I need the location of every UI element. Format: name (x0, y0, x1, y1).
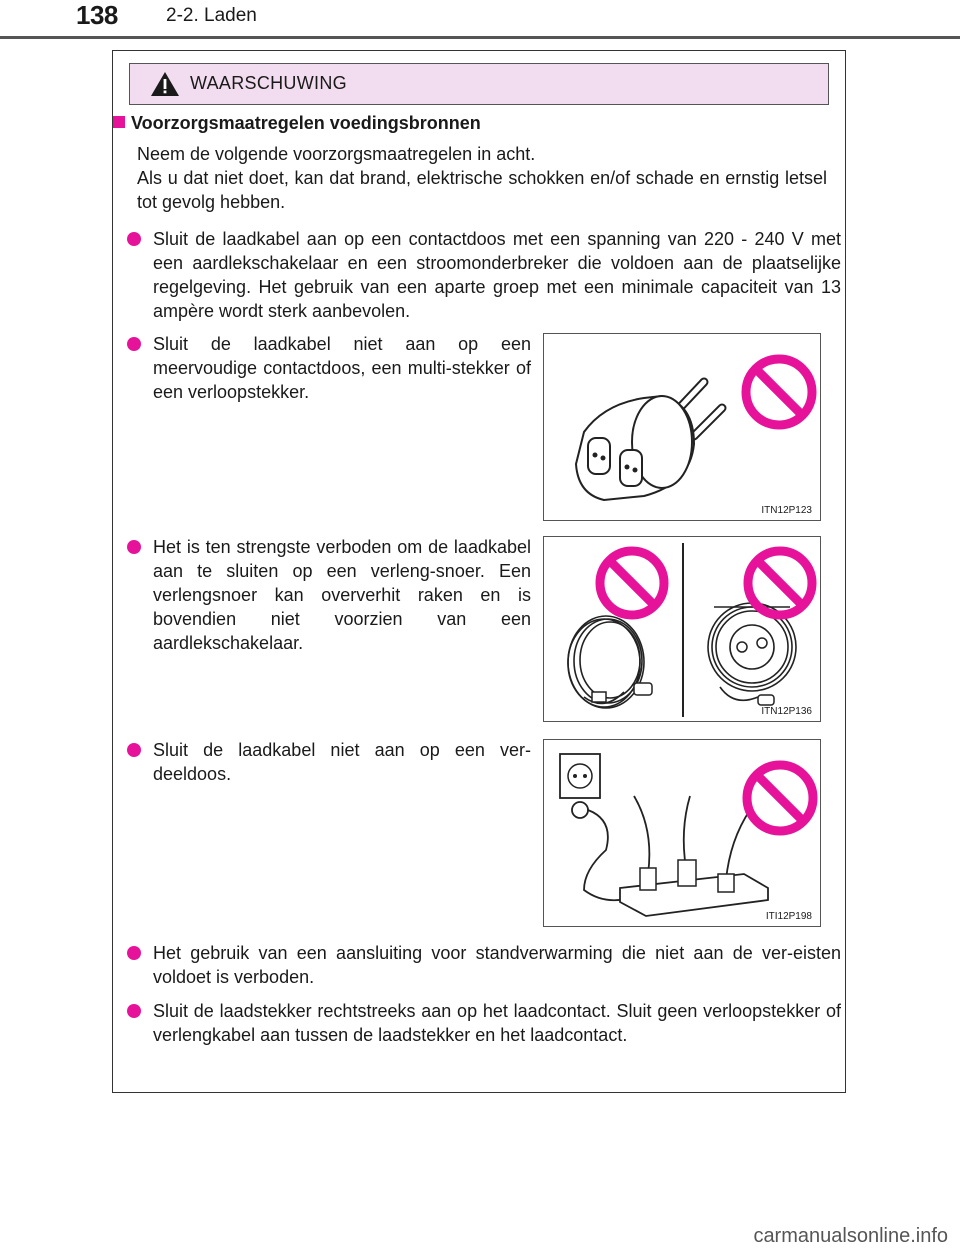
figure-code: ITN12P123 (761, 505, 812, 516)
power-strip-illustration (544, 740, 822, 928)
prohibited-icon (600, 551, 664, 615)
figure-power-strip (543, 739, 821, 927)
figure-code: ITN12P136 (761, 706, 812, 717)
figure-code: ITI12P198 (765, 911, 812, 922)
warning-triangle-icon (150, 71, 180, 97)
bullet-dot-icon (127, 946, 141, 960)
intro-line-1: Neem de volgende voorzorgsmaatregelen in acht. (137, 144, 536, 164)
square-bullet-icon (113, 116, 125, 128)
warning-box: WAARSCHUWING Voorzorgsmaatregelen voedingsbronnen Neem de volgende voorzorgsmaatregelen in acht. Als u dat niet doet, kan dat brand, elektrische schokken en/of schade en ernstig letsel tot gevolg hebben. Sluit de laadkabel aan op een contactdoos met een spanning van 220 - 240 V met een aardlekschakelaar en een stroomonderbreker die voldoen aan de plaatselijke regelgeving. Het gebruik van een aparte groep met een minimale capaciteit van 13 ampère wordt sterk aanbevolen. Sluit de laadkabel niet aan op een meervoudige contactdoos, een multi-stekker of een verloopstekker. ITN12P123 Het is ten strengste verboden om de laadkabel aan te sluiten op een verleng-snoer. Een verlengsnoer kan oververhit raken en is bovendien niet voorzien van een aardlekschakelaar. ITN12P136 Sluit de laadkabel niet aan op een ver-deeldoos. ITI12P198 Het gebruik van een aansluiting voor standverwarming die niet aan de ver-eisten voldoet is verboden. Sluit de laadstekker rechtstreeks aan op het laadcontact. Sluit geen verloopstekker of verlengkabel aan tussen de laadstekker en het laadcontact. (112, 50, 846, 1093)
prohibited-icon (748, 551, 812, 615)
bullet-dot-icon (127, 232, 141, 246)
intro-line-2: Als u dat niet doet, kan dat brand, elektrische schokken en/of schade en ernstig letsel tot gevolg hebben. (137, 168, 827, 212)
extension-cord-illustration (544, 537, 822, 723)
prohibited-icon (746, 359, 812, 425)
bullet-dot-icon (127, 1004, 141, 1018)
bullet-dot-icon (127, 743, 141, 757)
header-divider (0, 36, 960, 39)
multi-plug-illustration (544, 334, 822, 522)
page-number: 138 (76, 0, 118, 30)
figure-extension-cord (543, 536, 821, 722)
warning-header (129, 63, 829, 105)
warning-heading: Voorzorgsmaatregelen voedingsbronnen (113, 113, 481, 134)
bullet-dot-icon (127, 540, 141, 554)
prohibited-icon (747, 765, 813, 831)
figure-multi-plug (543, 333, 821, 521)
bullet-dot-icon (127, 337, 141, 351)
section-title: 2-2. Laden (166, 5, 257, 26)
watermark: carmanualsonline.info (753, 1225, 948, 1247)
warning-title: WAARSCHUWING (190, 73, 347, 93)
